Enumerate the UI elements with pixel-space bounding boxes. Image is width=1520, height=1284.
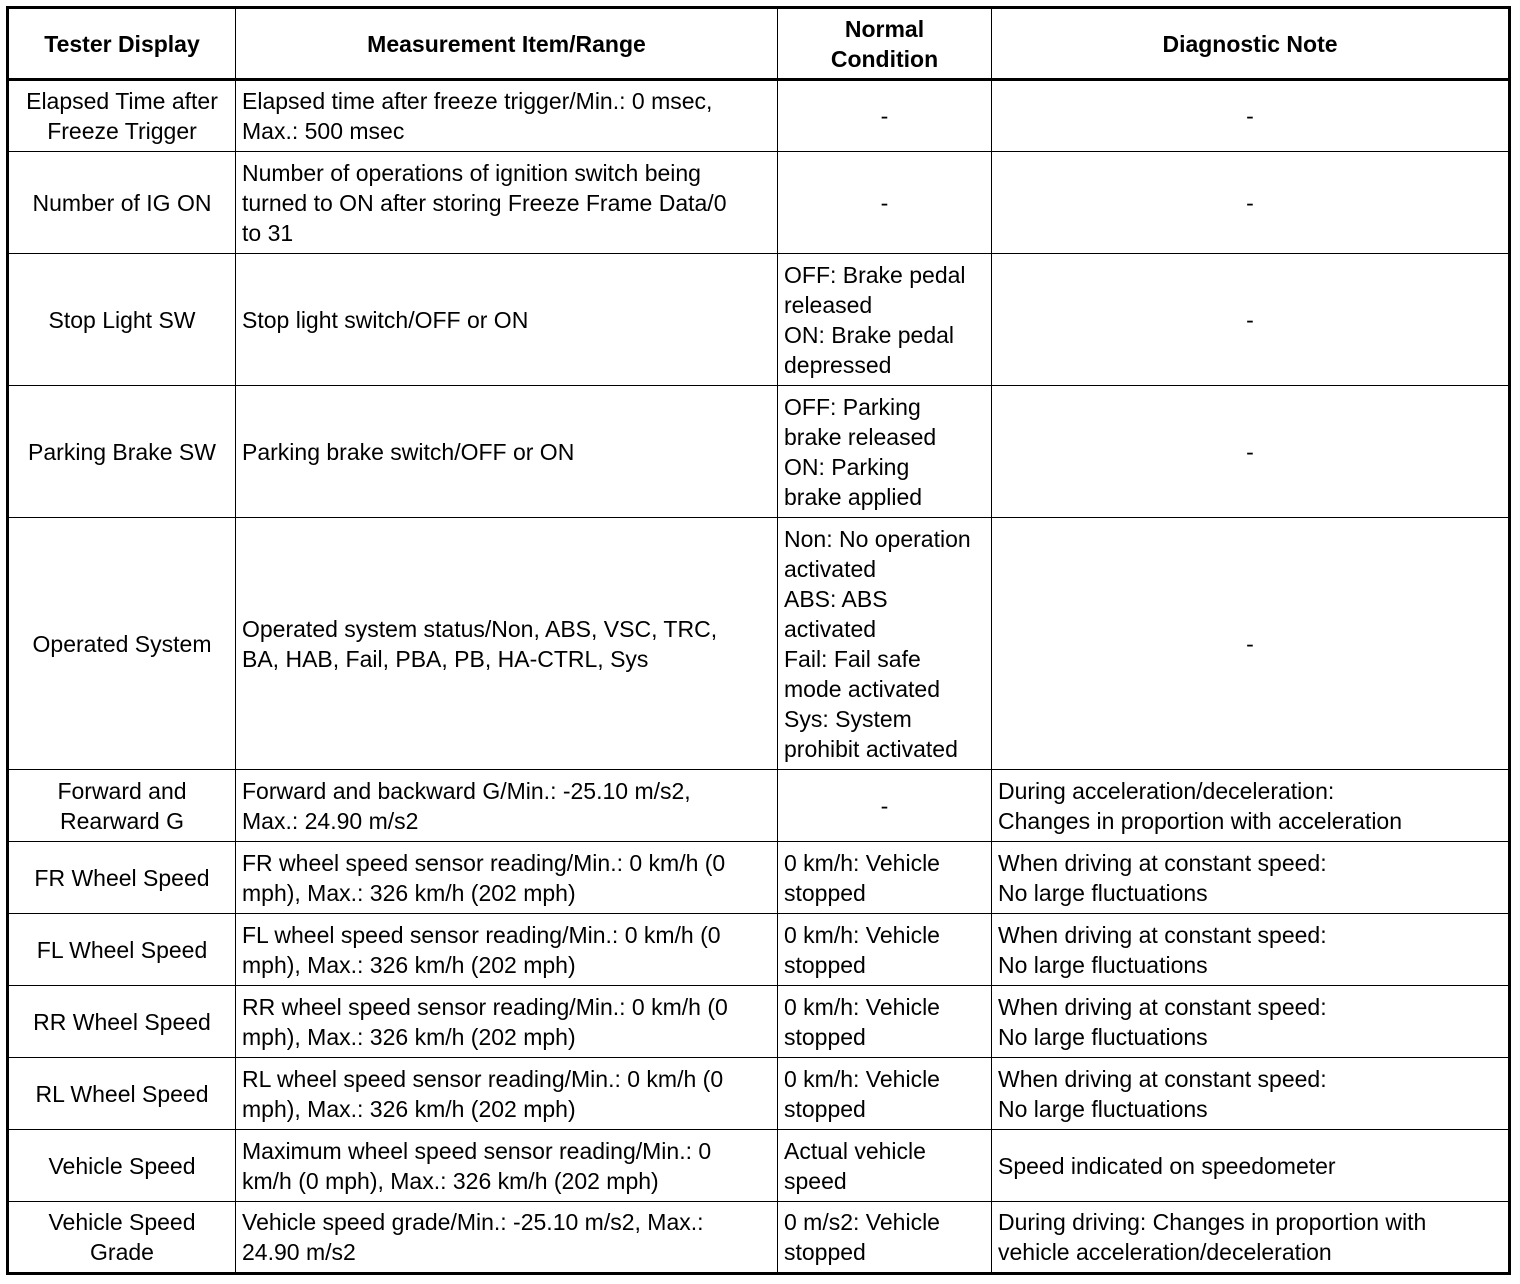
- diagnostic-note-line: When driving at constant speed:: [998, 849, 1327, 876]
- measurement-range-line: Operated system status/Non, ABS, VSC, TRC,: [242, 615, 718, 642]
- normal-condition-line: activated: [784, 555, 877, 582]
- normal-condition-cell: [778, 518, 992, 770]
- diagnostic-note-line: No large fluctuations: [998, 1023, 1208, 1050]
- measurement-range-line: Number of operations of ignition switch being: [242, 159, 701, 186]
- diagnostic-note-cell: [992, 986, 1510, 1058]
- measurement-range-line: FR wheel speed sensor reading/Min.: 0 km/h (0: [242, 849, 726, 876]
- measurement-range-cell: [236, 770, 778, 842]
- header-row: [8, 8, 1510, 80]
- normal-condition-line: prohibit activated: [784, 735, 958, 762]
- normal-condition-line: -: [880, 189, 889, 216]
- normal-condition-line: Sys: System: [784, 705, 912, 732]
- tester-display-line: Parking Brake SW: [28, 438, 216, 465]
- normal-condition-line: released: [784, 291, 873, 318]
- normal-condition-cell: [778, 152, 992, 254]
- diagnostic-note-cell: [992, 254, 1510, 386]
- tester-display-cell: [8, 386, 236, 518]
- header-normal-condition: [778, 8, 992, 80]
- header-normal-line1: Normal: [844, 15, 925, 42]
- diagnostic-note-line: When driving at constant speed:: [998, 993, 1327, 1020]
- table-row: [8, 518, 1510, 770]
- diagnostic-note-line: Speed indicated on speedometer: [998, 1152, 1336, 1179]
- diagnostic-note-line: No large fluctuations: [998, 1095, 1208, 1122]
- tester-display-cell: [8, 254, 236, 386]
- tester-display-line: Elapsed Time after: [26, 88, 218, 114]
- diagnostic-note-cell: [992, 1202, 1510, 1274]
- measurement-range-line: Max.: 24.90 m/s2: [242, 807, 419, 834]
- diagnostic-note-cell: [992, 80, 1510, 152]
- tester-display-line: Stop Light SW: [48, 306, 196, 333]
- table-row: [8, 80, 1510, 152]
- diagnostic-note-cell: [992, 1058, 1510, 1130]
- normal-condition-line: 0 km/h: Vehicle: [784, 921, 940, 948]
- measurement-range-cell: [236, 1202, 778, 1274]
- diagnostic-note-line: -: [1246, 189, 1254, 216]
- header-normal-line2: Condition: [830, 45, 939, 72]
- diagnostic-note-line: During acceleration/deceleration:: [998, 777, 1335, 804]
- tester-display-line: FL Wheel Speed: [36, 936, 208, 963]
- tester-display-cell: [8, 152, 236, 254]
- measurement-range-line: FL wheel speed sensor reading/Min.: 0 km/h (0: [242, 921, 721, 948]
- normal-condition-line: stopped: [784, 879, 866, 906]
- tester-display-cell: [8, 770, 236, 842]
- tester-display-line: Freeze Trigger: [47, 118, 197, 144]
- table-row: [8, 842, 1510, 914]
- table-row: [8, 1058, 1510, 1130]
- measurement-range-line: RR wheel speed sensor reading/Min.: 0 km/h (0: [242, 993, 728, 1020]
- tester-display-cell: [8, 1202, 236, 1274]
- diagnostic-note-cell: [992, 842, 1510, 914]
- diagnostic-note-line: When driving at constant speed:: [998, 921, 1327, 948]
- measurement-range-line: RL wheel speed sensor reading/Min.: 0 km/h (0: [242, 1065, 724, 1092]
- measurement-range-line: mph), Max.: 326 km/h (202 mph): [242, 1023, 576, 1050]
- normal-condition-line: speed: [784, 1167, 847, 1194]
- tester-display-line: RL Wheel Speed: [35, 1080, 209, 1107]
- table-row: [8, 914, 1510, 986]
- normal-condition-line: stopped: [784, 1095, 866, 1122]
- normal-condition-line: Actual vehicle: [784, 1137, 926, 1164]
- measurement-range-cell: [236, 1058, 778, 1130]
- measurement-range-line: Max.: 500 msec: [242, 118, 405, 144]
- measurement-range-line: Elapsed time after freeze trigger/Min.: 0 msec,: [242, 88, 713, 114]
- measurement-range-line: mph), Max.: 326 km/h (202 mph): [242, 1095, 576, 1122]
- tester-display-line: Forward and: [57, 777, 187, 804]
- diagnostic-note-line: vehicle acceleration/deceleration: [998, 1239, 1332, 1265]
- normal-condition-cell: [778, 1130, 992, 1202]
- normal-condition-line: ON: Parking: [784, 453, 910, 480]
- table-row: [8, 770, 1510, 842]
- diagnostic-note-cell: [992, 152, 1510, 254]
- normal-condition-cell: [778, 914, 992, 986]
- tester-display-line: Rearward G: [60, 807, 184, 834]
- tester-display-cell: [8, 518, 236, 770]
- normal-condition-line: ON: Brake pedal: [784, 321, 955, 348]
- tester-display-cell: [8, 1058, 236, 1130]
- normal-condition-cell: [778, 770, 992, 842]
- measurement-range-line: turned to ON after storing Freeze Frame Data/0: [242, 189, 727, 216]
- normal-condition-line: depressed: [784, 351, 892, 378]
- measurement-range-cell: [236, 254, 778, 386]
- table-row: [8, 386, 1510, 518]
- normal-condition-cell: [778, 1202, 992, 1274]
- normal-condition-cell: [778, 1058, 992, 1130]
- normal-condition-line: 0 km/h: Vehicle: [784, 849, 940, 876]
- normal-condition-cell: [778, 80, 992, 152]
- tester-display-line: Vehicle Speed: [48, 1209, 196, 1235]
- measurement-range-cell: [236, 152, 778, 254]
- normal-condition-line: Fail: Fail safe: [784, 645, 921, 672]
- diagnostic-note-line: During driving: Changes in proportion with: [998, 1209, 1427, 1235]
- normal-condition-line: ABS: ABS: [784, 585, 888, 612]
- normal-condition-line: 0 m/s2: Vehicle: [784, 1209, 940, 1235]
- diagnostic-note-line: Changes in proportion with acceleration: [998, 807, 1403, 834]
- measurement-range-line: to 31: [242, 219, 294, 246]
- table-row: [8, 1130, 1510, 1202]
- tester-display-cell: [8, 986, 236, 1058]
- normal-condition-line: OFF: Parking: [784, 393, 921, 420]
- normal-condition-line: 0 km/h: Vehicle: [784, 1065, 940, 1092]
- diagnostic-note-line: When driving at constant speed:: [998, 1065, 1327, 1092]
- normal-condition-line: mode activated: [784, 675, 940, 702]
- diagnostic-note-cell: [992, 386, 1510, 518]
- measurement-range-line: mph), Max.: 326 km/h (202 mph): [242, 951, 576, 978]
- measurement-range-cell: [236, 1130, 778, 1202]
- table-row: [8, 986, 1510, 1058]
- diagnostic-note-line: No large fluctuations: [998, 951, 1208, 978]
- normal-condition-cell: [778, 254, 992, 386]
- measurement-range-line: BA, HAB, Fail, PBA, PB, HA-CTRL, Sys: [242, 645, 649, 672]
- measurement-range-line: Stop light switch/OFF or ON: [242, 306, 529, 333]
- data-list-sheet: [6, 6, 1511, 1275]
- diagnostic-note-line: -: [1246, 306, 1254, 333]
- measurement-range-line: mph), Max.: 326 km/h (202 mph): [242, 879, 576, 906]
- measurement-range-cell: [236, 986, 778, 1058]
- measurement-range-line: Maximum wheel speed sensor reading/Min.: 0: [242, 1137, 712, 1164]
- table-row: [8, 254, 1510, 386]
- measurement-range-line: 24.90 m/s2: [242, 1239, 356, 1265]
- table-row: [8, 1202, 1510, 1274]
- normal-condition-line: 0 km/h: Vehicle: [784, 993, 940, 1020]
- measurement-range-cell: [236, 518, 778, 770]
- measurement-range-cell: [236, 914, 778, 986]
- header-diagnostic-note: Diagnostic Note: [992, 8, 1510, 80]
- diagnostic-note-cell: [992, 914, 1510, 986]
- tester-display-line: Vehicle Speed: [48, 1152, 196, 1179]
- diagnostic-note-cell: [992, 518, 1510, 770]
- table-row: [8, 152, 1510, 254]
- tester-display-line: RR Wheel Speed: [33, 1008, 211, 1035]
- tester-display-cell: [8, 914, 236, 986]
- header-tester-display: Tester Display: [8, 8, 236, 80]
- diagnostic-note-cell: [992, 770, 1510, 842]
- diagnostic-note-line: -: [1246, 630, 1254, 657]
- normal-condition-line: activated: [784, 615, 877, 642]
- normal-condition-line: -: [880, 103, 889, 129]
- header-measurement: Measurement Item/Range: [236, 8, 778, 80]
- diagnostic-note-line: -: [1246, 103, 1254, 129]
- normal-condition-cell: [778, 986, 992, 1058]
- normal-condition-line: stopped: [784, 1023, 866, 1050]
- normal-condition-line: stopped: [784, 951, 866, 978]
- normal-condition-line: stopped: [784, 1239, 866, 1265]
- tester-display-line: FR Wheel Speed: [34, 864, 210, 891]
- diagnostic-note-cell: [992, 1130, 1510, 1202]
- normal-condition-cell: [778, 842, 992, 914]
- diagnostic-note-line: No large fluctuations: [998, 879, 1208, 906]
- tester-display-cell: [8, 842, 236, 914]
- tester-display-line: Number of IG ON: [32, 189, 212, 216]
- tester-display-cell: [8, 80, 236, 152]
- normal-condition-line: brake released: [784, 423, 937, 450]
- tester-display-cell: [8, 1130, 236, 1202]
- normal-condition-line: OFF: Brake pedal: [784, 261, 966, 288]
- normal-condition-cell: [778, 386, 992, 518]
- data-list-table: [6, 6, 1511, 1275]
- normal-condition-line: brake applied: [784, 483, 923, 510]
- diagnostic-note-line: -: [1246, 438, 1254, 465]
- measurement-range-cell: [236, 80, 778, 152]
- table-body: [8, 80, 1510, 1274]
- measurement-range-cell: [236, 386, 778, 518]
- measurement-range-line: Vehicle speed grade/Min.: -25.10 m/s2, Max.:: [242, 1209, 704, 1235]
- tester-display-line: Grade: [90, 1239, 154, 1265]
- measurement-range-line: Parking brake switch/OFF or ON: [242, 438, 575, 465]
- tester-display-line: Operated System: [32, 630, 212, 657]
- normal-condition-line: -: [880, 792, 889, 819]
- measurement-range-line: Forward and backward G/Min.: -25.10 m/s2,: [242, 777, 691, 804]
- measurement-range-cell: [236, 842, 778, 914]
- measurement-range-line: km/h (0 mph), Max.: 326 km/h (202 mph): [242, 1167, 659, 1194]
- normal-condition-line: Non: No operation: [784, 525, 971, 552]
